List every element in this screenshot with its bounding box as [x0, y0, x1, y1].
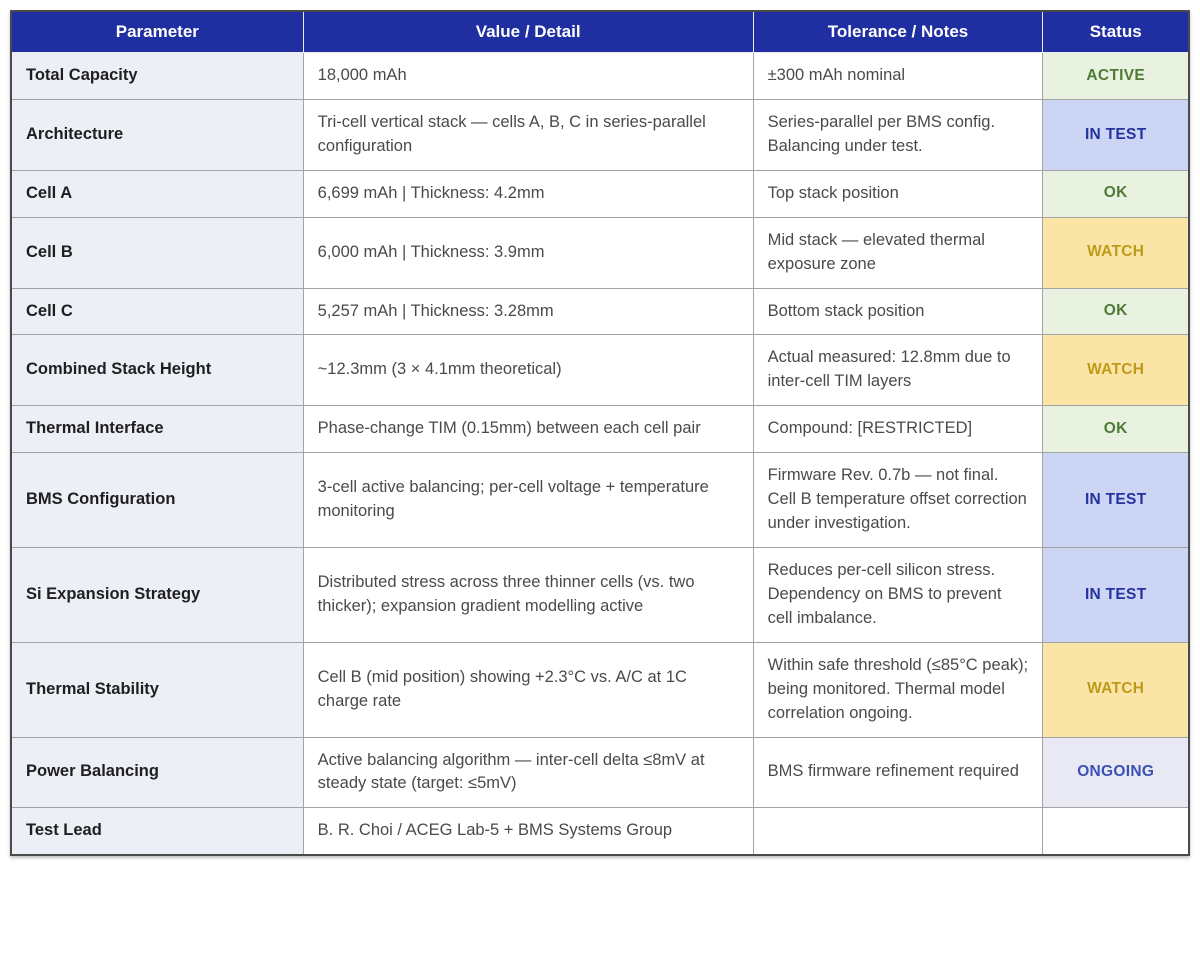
param-cell: Thermal Stability: [11, 642, 303, 737]
table-row: [11, 53, 1189, 100]
param-cell: BMS Configuration: [11, 453, 303, 548]
param-cell: Power Balancing: [11, 737, 303, 808]
param-cell: Cell B: [11, 217, 303, 288]
param-cell: Cell C: [11, 288, 303, 335]
param-cell: Total Capacity: [11, 53, 303, 100]
status-cell: IN TEST: [1043, 453, 1189, 548]
status-cell: OK: [1043, 406, 1189, 453]
tolerance-cell: Top stack position: [753, 170, 1043, 217]
status-cell: OK: [1043, 170, 1189, 217]
tolerance-cell: [753, 808, 1043, 855]
value-cell: 5,257 mAh | Thickness: 3.28mm: [303, 288, 753, 335]
table-row: [11, 217, 1189, 288]
column-header-parameter: Parameter: [11, 11, 303, 53]
column-header-tolerance: Tolerance / Notes: [753, 11, 1043, 53]
value-cell: B. R. Choi / ACEG Lab-5 + BMS Systems Group: [303, 808, 753, 855]
spec-table: [10, 10, 1190, 856]
table-row: [11, 99, 1189, 170]
status-cell: WATCH: [1043, 642, 1189, 737]
table-row: [11, 642, 1189, 737]
status-cell: ONGOING: [1043, 737, 1189, 808]
value-cell: Tri-cell vertical stack — cells A, B, C in series-parallel configuration: [303, 99, 753, 170]
tolerance-cell: BMS firmware refinement required: [753, 737, 1043, 808]
column-header-status: Status: [1043, 11, 1189, 53]
status-cell: IN TEST: [1043, 99, 1189, 170]
tolerance-cell: Firmware Rev. 0.7b — not final. Cell B temperature offset correction under investigation.: [753, 453, 1043, 548]
table-row: [11, 547, 1189, 642]
tolerance-cell: Mid stack — elevated thermal exposure zone: [753, 217, 1043, 288]
value-cell: 18,000 mAh: [303, 53, 753, 100]
tolerance-cell: Compound: [RESTRICTED]: [753, 406, 1043, 453]
header-row: [11, 11, 1189, 53]
tolerance-cell: Bottom stack position: [753, 288, 1043, 335]
param-cell: Test Lead: [11, 808, 303, 855]
param-cell: Architecture: [11, 99, 303, 170]
status-cell: OK: [1043, 288, 1189, 335]
table-header: [11, 11, 1189, 53]
status-cell: WATCH: [1043, 335, 1189, 406]
value-cell: 6,000 mAh | Thickness: 3.9mm: [303, 217, 753, 288]
value-cell: ~12.3mm (3 × 4.1mm theoretical): [303, 335, 753, 406]
table-row: [11, 737, 1189, 808]
value-cell: 6,699 mAh | Thickness: 4.2mm: [303, 170, 753, 217]
value-cell: Distributed stress across three thinner cells (vs. two thicker); expansion gradient modelling active: [303, 547, 753, 642]
value-cell: Active balancing algorithm — inter-cell delta ≤8mV at steady state (target: ≤5mV): [303, 737, 753, 808]
table-row: [11, 170, 1189, 217]
table-row: [11, 335, 1189, 406]
column-header-value: Value / Detail: [303, 11, 753, 53]
table-row: [11, 808, 1189, 855]
tolerance-cell: Series-parallel per BMS config. Balancing under test.: [753, 99, 1043, 170]
param-cell: Si Expansion Strategy: [11, 547, 303, 642]
param-cell: Cell A: [11, 170, 303, 217]
value-cell: 3-cell active balancing; per-cell voltage + temperature monitoring: [303, 453, 753, 548]
tolerance-cell: Actual measured: 12.8mm due to inter-cell TIM layers: [753, 335, 1043, 406]
tolerance-cell: Within safe threshold (≤85°C peak); being monitored. Thermal model correlation ongoing.: [753, 642, 1043, 737]
status-cell: WATCH: [1043, 217, 1189, 288]
tolerance-cell: ±300 mAh nominal: [753, 53, 1043, 100]
param-cell: Combined Stack Height: [11, 335, 303, 406]
value-cell: Phase-change TIM (0.15mm) between each cell pair: [303, 406, 753, 453]
status-cell: IN TEST: [1043, 547, 1189, 642]
table-row: [11, 453, 1189, 548]
tolerance-cell: Reduces per-cell silicon stress. Dependency on BMS to prevent cell imbalance.: [753, 547, 1043, 642]
table-row: [11, 406, 1189, 453]
value-cell: Cell B (mid position) showing +2.3°C vs. A/C at 1C charge rate: [303, 642, 753, 737]
status-cell: [1043, 808, 1189, 855]
status-cell: ACTIVE: [1043, 53, 1189, 100]
param-cell: Thermal Interface: [11, 406, 303, 453]
table-body: [11, 53, 1189, 856]
table-row: [11, 288, 1189, 335]
